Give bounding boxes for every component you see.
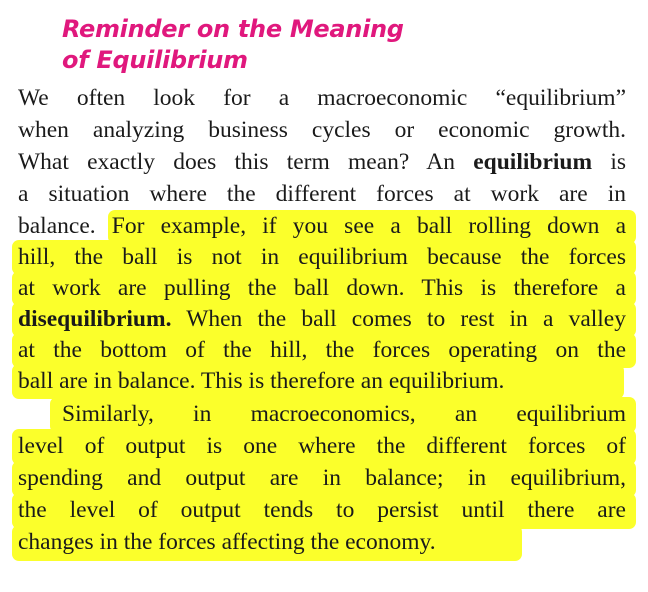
- body-line-9: at the bottom of the hill, the forces operating on the: [18, 337, 626, 363]
- body-line-8: [18, 303, 626, 335]
- term-equilibrium: equilibrium: [473, 149, 593, 175]
- section-heading: [62, 14, 404, 76]
- body-text-highlighted: changes in the forces affecting the economy: [18, 529, 430, 555]
- body-text: is: [592, 149, 626, 175]
- body-text: balance: [18, 213, 90, 239]
- section-heading-line-1: Reminder on the Meaning: [62, 15, 404, 43]
- body-text: .: [429, 529, 436, 555]
- body-line-11: Similarly, in macroeconomics, an equilibrium: [62, 401, 626, 427]
- body-line-7: at work are pulling the ball down. This is therefore a: [18, 275, 626, 301]
- body-line-3: [18, 146, 626, 178]
- body-line-15: [18, 526, 626, 558]
- body-text-highlighted: . For example, if you see a ball rolling down a: [89, 213, 626, 239]
- body-line-2: when analyzing business cycles or economic growth.: [18, 117, 626, 143]
- body-line-14: the level of output tends to persist until there are: [18, 497, 626, 523]
- body-line-13: spending and output are in balance; in equilibrium,: [18, 465, 626, 491]
- body-text: What exactly does this term mean? An: [18, 149, 474, 175]
- term-disequilibrium: disequilibrium.: [18, 306, 172, 332]
- body-line-4: a situation where the different forces at work are in: [18, 181, 626, 207]
- section-heading-line-2: of Equilibrium: [62, 46, 248, 74]
- body-line-1: We often look for a macroeconomic “equilibrium”: [18, 85, 626, 111]
- body-line-6: hill, the ball is not in equilibrium because the forces: [18, 244, 626, 270]
- body-text: When the ball comes to rest in a valley: [171, 306, 626, 332]
- body-line-5: [18, 210, 626, 242]
- body-line-12: level of output is one where the different forces of: [18, 433, 626, 459]
- body-line-10: ball are in balance. This is therefore an equilibrium.: [18, 368, 505, 394]
